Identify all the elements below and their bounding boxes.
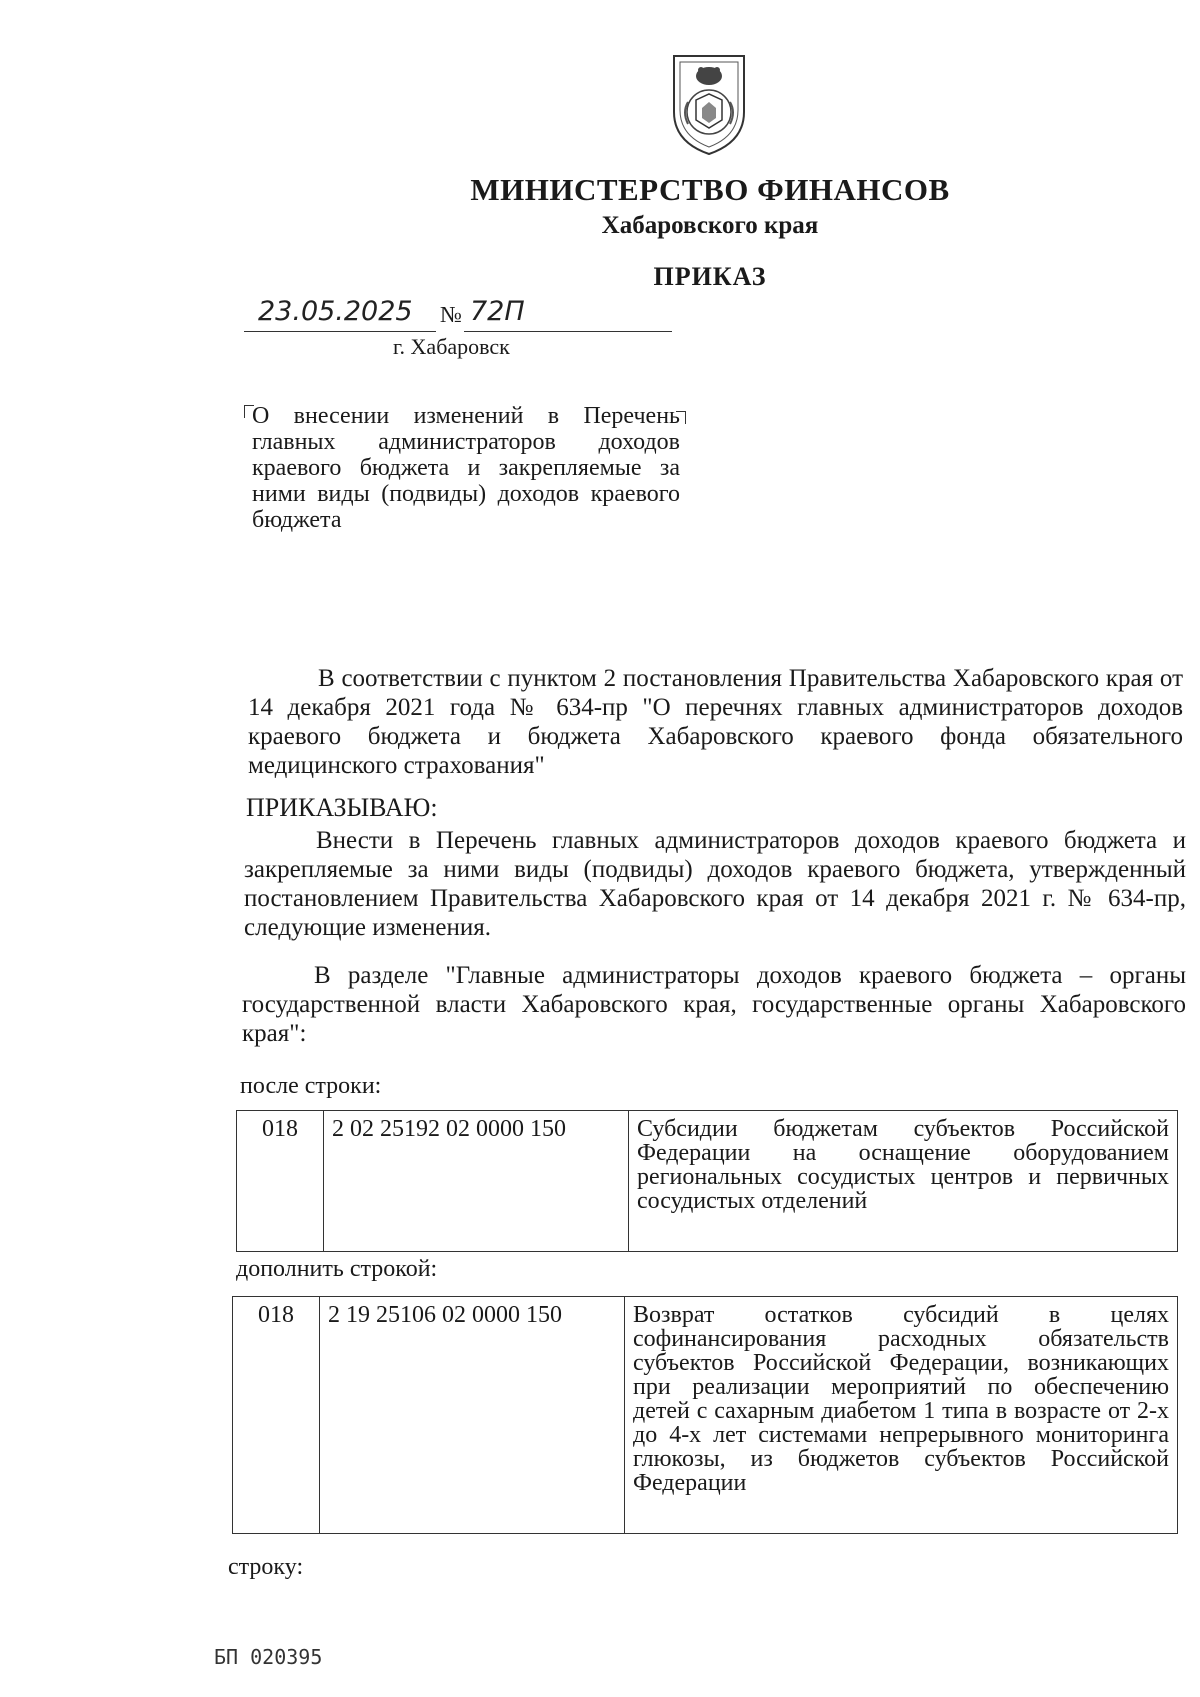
income-name-cell: Субсидии бюджетам субъектов Российской Федерации на оснащение оборудованием региональных сосудистых центров и первичных сосудистых отделений [629,1111,1178,1252]
existing-row-table [236,1110,1178,1252]
region-title: Хабаровского края [601,212,819,239]
order-word: ПРИКАЗЫВАЮ: [246,793,438,822]
document-type: ПРИКАЗ [653,262,767,291]
number-sign: № [440,302,462,327]
admin-code-cell: 018 [237,1111,324,1252]
table-row [237,1111,1178,1252]
row-label: строку: [228,1554,304,1580]
add-row-label: дополнить строкой: [236,1256,438,1282]
table-row [233,1297,1178,1534]
order-number: 72П [470,296,525,327]
city: г. Хабаровск [393,334,510,359]
section-paragraph: В разделе "Главные администраторы доходов краевого бюджета – органы государственной власти Хабаровского края, государственные органы Хабаровского края": [242,962,1186,1047]
kbk-code-cell: 2 19 25106 02 0000 150 [320,1297,625,1534]
number-underline [464,331,672,332]
admin-code-cell: 018 [233,1297,320,1534]
date-underline [244,331,436,332]
form-serial-number: БП 020395 [214,1645,323,1669]
kbk-code-cell: 2 02 25192 02 0000 150 [324,1111,629,1252]
income-name-cell: Возврат остатков субсидий в целях софинансирования расходных обязательств субъектов Российской Федерации, возникающих при реализации мероприятий по обеспечению детей с сахарным диабетом 1 типа в возрасте от 2-х до 4-х лет системами непрерывного мониторинга глюкозы, из бюджетов субъектов Российской Федерации [625,1297,1178,1534]
preamble-paragraph: В соответствии с пунктом 2 постановления Правительства Хабаровского края от 14 декабря 2021 года № 634-пр "О перечнях главных администраторов доходов краевого бюджета и бюджета Хабаровского краевого фонда обязательного медицинского страхования" [248,665,1183,779]
new-row-table [232,1296,1178,1534]
after-row-label: после строки: [240,1073,382,1099]
order-subject: О внесении изменений в Перечень главных администраторов доходов краевого бюджета и закрепляемые за ними виды (подвиды) доходов краевого бюджета [252,403,680,533]
order-date: 23.05.2025 [258,296,413,327]
ministry-title: МИНИСТЕРСТВО ФИНАНСОВ [470,172,950,207]
order-paragraph: Внести в Перечень главных администраторов доходов краевого бюджета и закрепляемые за ними виды (подвиды) доходов краевого бюджета, утвержденный постановлением Правительства Хабаровского края от 14 декабря 2021 г. № 634-пр, следующие изменения. [244,827,1186,941]
coat-of-arms-icon [668,50,750,158]
